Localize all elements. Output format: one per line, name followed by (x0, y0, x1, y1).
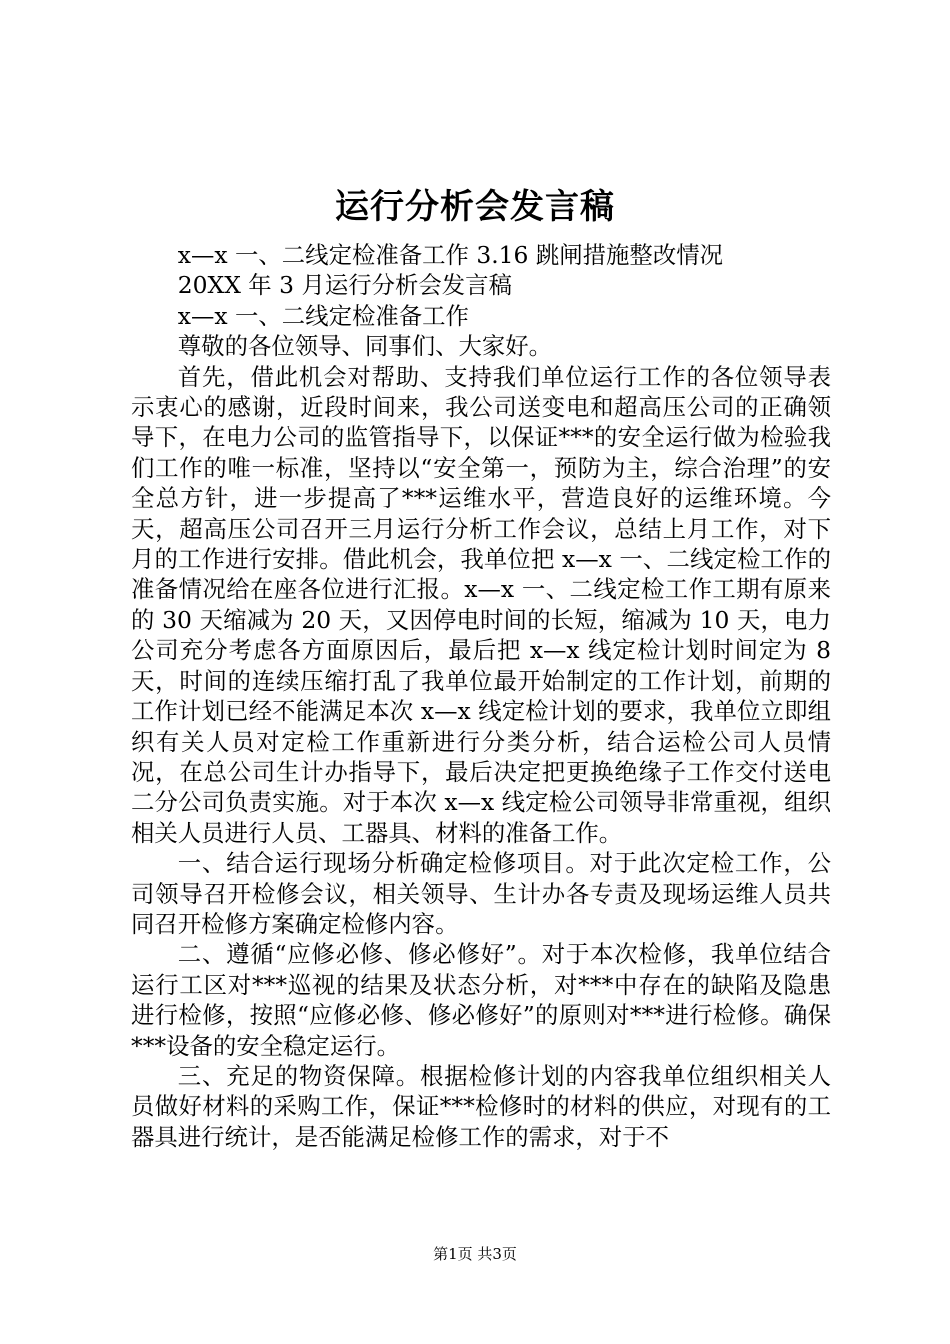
paragraph-point-1: 一、结合运行现场分析确定检修项目。对于此次定检工作，公司领导召开检修会议，相关领导、生计办各专责及现场运维人员共同召开检修方案确定检修内容。 (131, 849, 831, 938)
paragraph-greeting: 尊敬的各位领导、同事们、大家好。 (177, 332, 553, 361)
document-title: 运行分析会发言稿 (335, 187, 615, 227)
paragraph-point-2: 二、遵循“应修必修、修必修好”。对于本次检修，我单位结合运行工区对***巡视的结果及状态分析，对***中存在的缺陷及隐患进行检修，按照“应修必修、修必修好”的原则对***进行检修。确保***设备的安全稳定运行。 (131, 940, 831, 1060)
page-footer: 第1页 共3页 (433, 1245, 517, 1263)
document-body (131, 240, 831, 1152)
paragraph-intro: 首先，借此机会对帮助、支持我们单位运行工作的各位领导表示衷心的感谢，近段时间来，我公司送变电和超高压公司的正确领导下，在电力公司的监管指导下，以保证***的安全运行做为检验我们工作的唯一标准，坚持以“安全第一，预防为主，综合治理”的安全总方针，进一步提高了***运维水平，营造良好的运维环境。今天，超高压公司召开三月运行分析工作会议，总结上月工作，对下月的工作进行安排。借此机会，我单位把 x—x 一、二线定检工作的准备情况给在座各位进行汇报。x—x 一、二线定检工作工期有原来的 30 天缩减为 20 天，又因停电时间的长短，缩减为 10 天，电力公司充分考虑各方面原因后，最后把 x—x 线定检计划时间定为 8 天，时间的连续压缩打乱了我单位最开始制定的工作计划，前期的工作计划已经不能满足本次 x—x 线定检计划的要求，我单位立即组织有关人员对定检工作重新进行分类分析，结合运检公司人员情况，在总公司生计办指导下，最后决定把更换绝缘子工作交付送电二分公司负责实施。对于本次 x—x 线定检公司领导非常重视，组织相关人员进行人员、工器具、材料的准备工作。 (131, 362, 831, 847)
paragraph-subtitle-2: 20XX 年 3 月运行分析会发言稿 (177, 271, 512, 300)
paragraph-subtitle-1: x—x 一、二线定检准备工作 3.16 跳闸措施整改情况 (177, 241, 723, 269)
paragraph-point-3: 三、充足的物资保障。根据检修计划的内容我单位组织相关人员做好材料的采购工作，保证***检修时的材料的供应，对现有的工器具进行统计，是否能满足检修工作的需求，对于不 (131, 1061, 831, 1151)
paragraph-subtitle-3: x—x 一、二线定检准备工作 (177, 301, 469, 330)
